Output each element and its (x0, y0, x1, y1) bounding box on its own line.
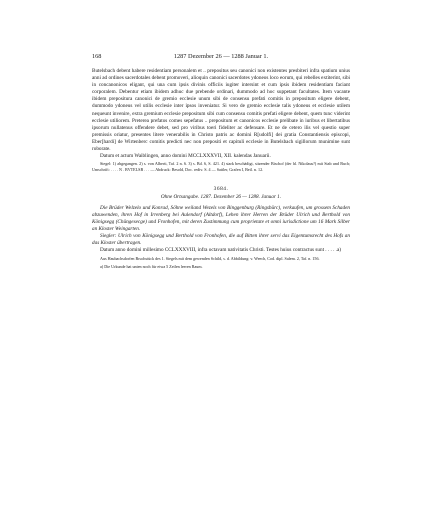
running-title: 1287 Dezember 26 — 1288 Januar 1. (173, 53, 269, 60)
document-number: 3684. (213, 186, 229, 193)
page-header (92, 52, 350, 62)
page-number: 168 (92, 53, 102, 60)
charter-text: Butelsbach debent habere residentiam personalem et .. prepositus seu canonici non existentes presbiteri infra spatium unius anni ad ordines sacerdotales debent promoveri, alioquin canonici sacerdotes ydoneos loco eorum, qui rebelles extiterint, sibi in concanonicos eligant, qui una cum ipsis divinis officiis iugiter intersint et cum ipsis ibidem residentiam faciant corporalem. Debentur etiam ibidem adhuc due prebende ordinari, dummodo ad hoc suppetant facultates. Item vacante ibidem prepositura canonici de gremio ecclesie unum sibi de consensu prefati comitis in prepositum eligere debent, dummodo ydoneus vel utilis ecclesie inter ipsos inveniatur. Si vero de gremio ecclesie talis ydoneus et ecclesie utilem nequeunt invenire, extra gremium ecclesie prepositum sibi cum consensu comitis prefati eligere debent, quem tunc viderint ecclesie utiliorem. Preterea prefatos comes sepefatus .. prepositum et canonicos ecclesie prelibate in iuribus et libertatibus ipsorum nullatenus offendere debet, sed pro viribus toeri fideliter ac defensare. Et ne de cetero ilis vel questio super premissis oriatur, presentes litere venerabilis in Christo patris ac domini R[udolfi] dei gratia Constantiensis episcopi, Eber[hardi] de Wirtenberc comitis predicti nec non prepositi et capituli ecclesie in Butelsbach sigillorum munimine sunt roborate. (92, 68, 350, 153)
dating-clause: Datum et actum Waiblingen, anno domini MCCLXXXVII, XII. kalendas Januarii. (100, 153, 271, 160)
page-body (92, 68, 350, 270)
document-dateline: Ohne Ortsangabe. 1287. Dezember 26 — 1288. Januar 1. (160, 194, 282, 201)
regest-sealers: Siegler: Ulrich von Königsegg und Berthold von Fronhofen, die auf Bitten ihrer servi das Eigentumsrecht des Hofs an das Kloster übertragen. (92, 233, 350, 247)
regest-summary: Die Brüder Welzelo und Konrad, Söhne weiland Wezels von Binggenburg (Ringsbürc), verkaufen, um grossem Schaden abzuwenden, ihren Hof in Irrenberg bei Aulendorf (Altdorf), Lehen ihrer Herren der Brüder Ulrich und Berthold von Königsegg (Chûngesecge) und Fronhofen, mit deren Zustimmung cum proprietate et omni iurisdictione um 16 Mark Silber an Kloster Weingarten. (92, 204, 350, 232)
seal-note: Siegel: 1) abgegangen. 2) s. von Alberti, Taf. 2 n. 6. 3) s. Bd. 6, S. 421. 4) stark beschädigt, sitzender Bischof (der hl. Nikolaus?) mit Stab und Buch; Umschrift: . . . . N . BVTELSB . . . — Abdruck: Besold, Doc. rediv. S. 4 — Sattler, Grafen I, Beil. n. 12. (92, 161, 350, 172)
dating-clause-2: Datum anno domini millesimo CCLXXXVIII, infra octavam nativitatis Christi. Testes huius contractus sunt . . . . .a) (100, 247, 342, 254)
footnote-a: a) Die Urkunde hat unten noch für etwa 5 Zeilen leeren Raum. (100, 263, 203, 269)
source-note: Aus Haubachsdorfen Bruchstück des 1. Siegels mit dem gewenden Schild, s. d. Abbildung: v. Weech, Cod. dipl. Salem. 2, Taf. n. 156. (100, 256, 320, 262)
